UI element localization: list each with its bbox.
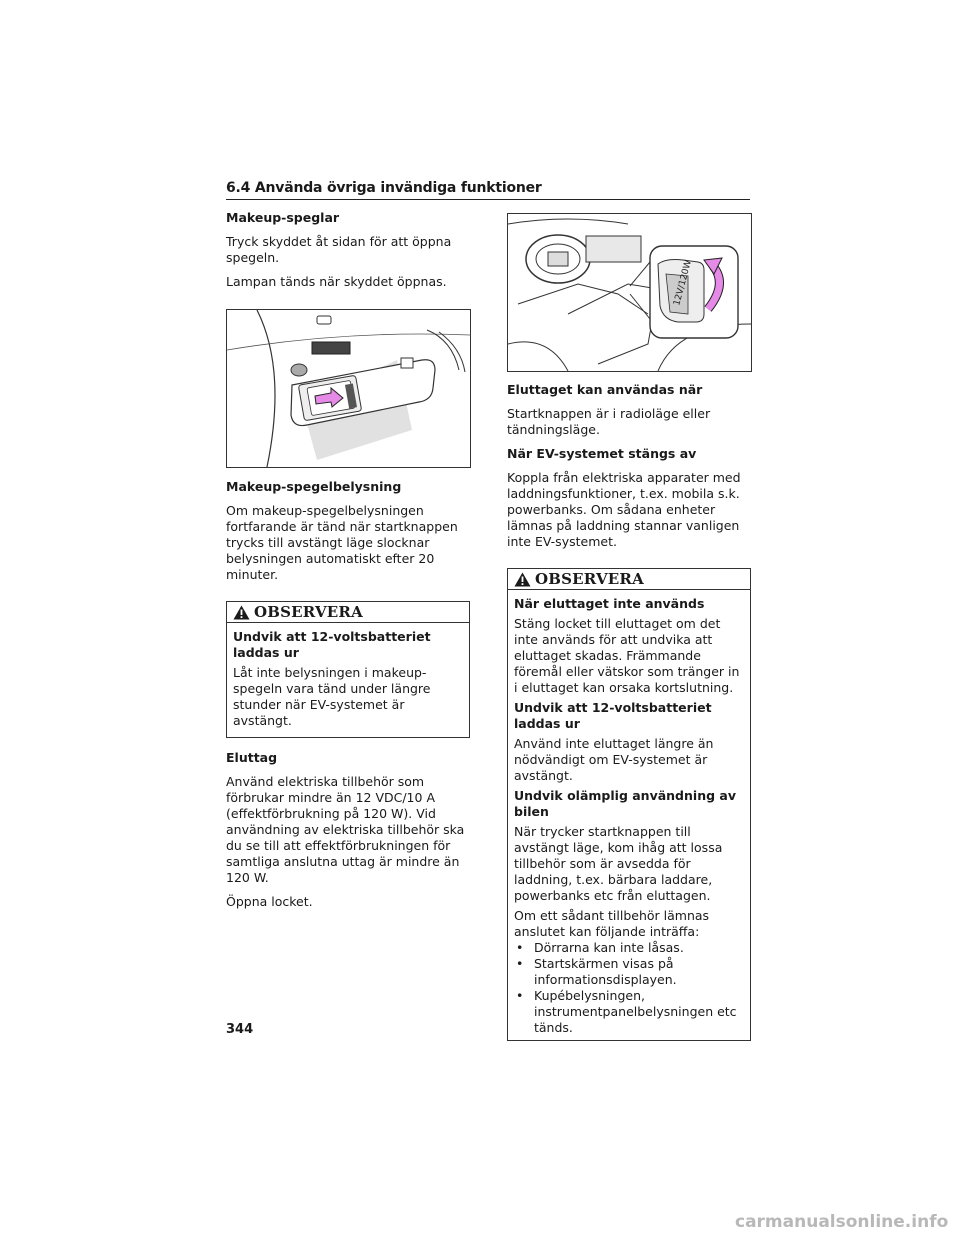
notice-text-2: Använd inte eluttaget längre än nödvändigt om EV-systemet är avstängt.	[514, 736, 714, 783]
notice-subheading-2: Undvik att 12-voltsbatteriet laddas ur	[514, 700, 712, 731]
figure-spacer	[226, 298, 470, 479]
outlet-usable-heading: Eluttaget kan användas när	[507, 382, 703, 397]
list-item: • Kupébelysningen, instrumentpanelbelysningen etc tänds.	[514, 988, 744, 1036]
mirror-lights-heading: Makeup-spegelbelysning	[226, 479, 402, 494]
notice-subheading-1: När eluttaget inte används	[514, 596, 705, 611]
list-item: • Startskärmen visas på informationsdisplayen.	[514, 956, 744, 988]
notice-subheading: Undvik att 12-voltsbatteriet laddas ur	[233, 629, 431, 660]
notice-text-4: Om ett sådant tillbehör lämnas anslutet kan följande inträffa:	[514, 908, 710, 939]
left-column	[226, 210, 470, 918]
notice-header	[227, 602, 469, 623]
notice-header	[508, 569, 750, 590]
outlet-text-1: Använd elektriska tillbehör som förbrukar mindre än 12 VDC/10 A (effektförbrukning på 120 W). Vid användning av elektriska tillbehör ska du se till att effektförbrukningen för samtliga anslutna uttag är mindre än 120 W.	[226, 774, 465, 885]
notice-text: Låt inte belysningen i makeup-spegeln vara tänd under längre stunder när EV-systemet är avstängt.	[233, 665, 431, 728]
right-column	[507, 382, 751, 1053]
notice-text-1: Stäng locket till eluttaget om det inte används för att undvika att eluttaget skadas. Främmande föremål eller vätskor som tränger in i eluttaget kan orsaka kortslutning.	[514, 616, 740, 695]
list-item: • Dörrarna kan inte låsas.	[514, 940, 744, 956]
makeup-mirrors-text-1: Tryck skyddet åt sidan för att öppna spegeln.	[226, 234, 452, 265]
notice-box	[507, 568, 751, 1041]
notice-title: OBSERVERA	[254, 603, 363, 621]
makeup-mirrors-heading: Makeup-speglar	[226, 210, 340, 225]
watermark: carmanualsonline.info	[735, 1212, 949, 1232]
notice-text-3: När trycker startknappen till avstängt läge, kom ihåg att lossa tillbehör som är avsedda för laddning, t.ex. bärbara laddare, powerbanks etc från eluttagen.	[514, 824, 723, 903]
notice-subheading-3: Undvik olämplig användning av bilen	[514, 788, 736, 819]
notice-title: OBSERVERA	[535, 570, 644, 588]
makeup-mirrors-text-2: Lampan tänds när skyddet öppnas.	[226, 274, 447, 289]
bullet-list	[514, 940, 744, 1036]
warning-triangle-icon	[514, 572, 531, 587]
outlet-text-2: Öppna locket.	[226, 894, 313, 909]
outlet-heading: Eluttag	[226, 750, 278, 765]
power-outlet-illustration	[507, 213, 752, 372]
section-header: 6.4 Använda övriga invändiga funktioner	[226, 180, 750, 200]
warning-triangle-icon	[233, 605, 250, 620]
ev-off-heading: När EV-systemet stängs av	[507, 446, 697, 461]
notice-body	[508, 590, 750, 1040]
notice-body	[227, 623, 469, 737]
ev-off-text: Koppla från elektriska apparater med laddningsfunktioner, t.ex. mobila s.k. powerbanks. Om sådana enheter lämnas på laddning stannar vanligen inte EV-systemet.	[507, 470, 741, 549]
outlet-usable-text: Startknappen är i radioläge eller tändningsläge.	[507, 406, 711, 437]
notice-box	[226, 601, 470, 738]
outlet-label: 12V/120W	[672, 259, 694, 307]
page-number: 344	[226, 1022, 254, 1037]
mirror-lights-text: Om makeup-spegelbelysningen fortfarande är tänd när startknappen trycks till avstängt läge slocknar belysningen automatiskt efter 20 minuter.	[226, 503, 458, 582]
